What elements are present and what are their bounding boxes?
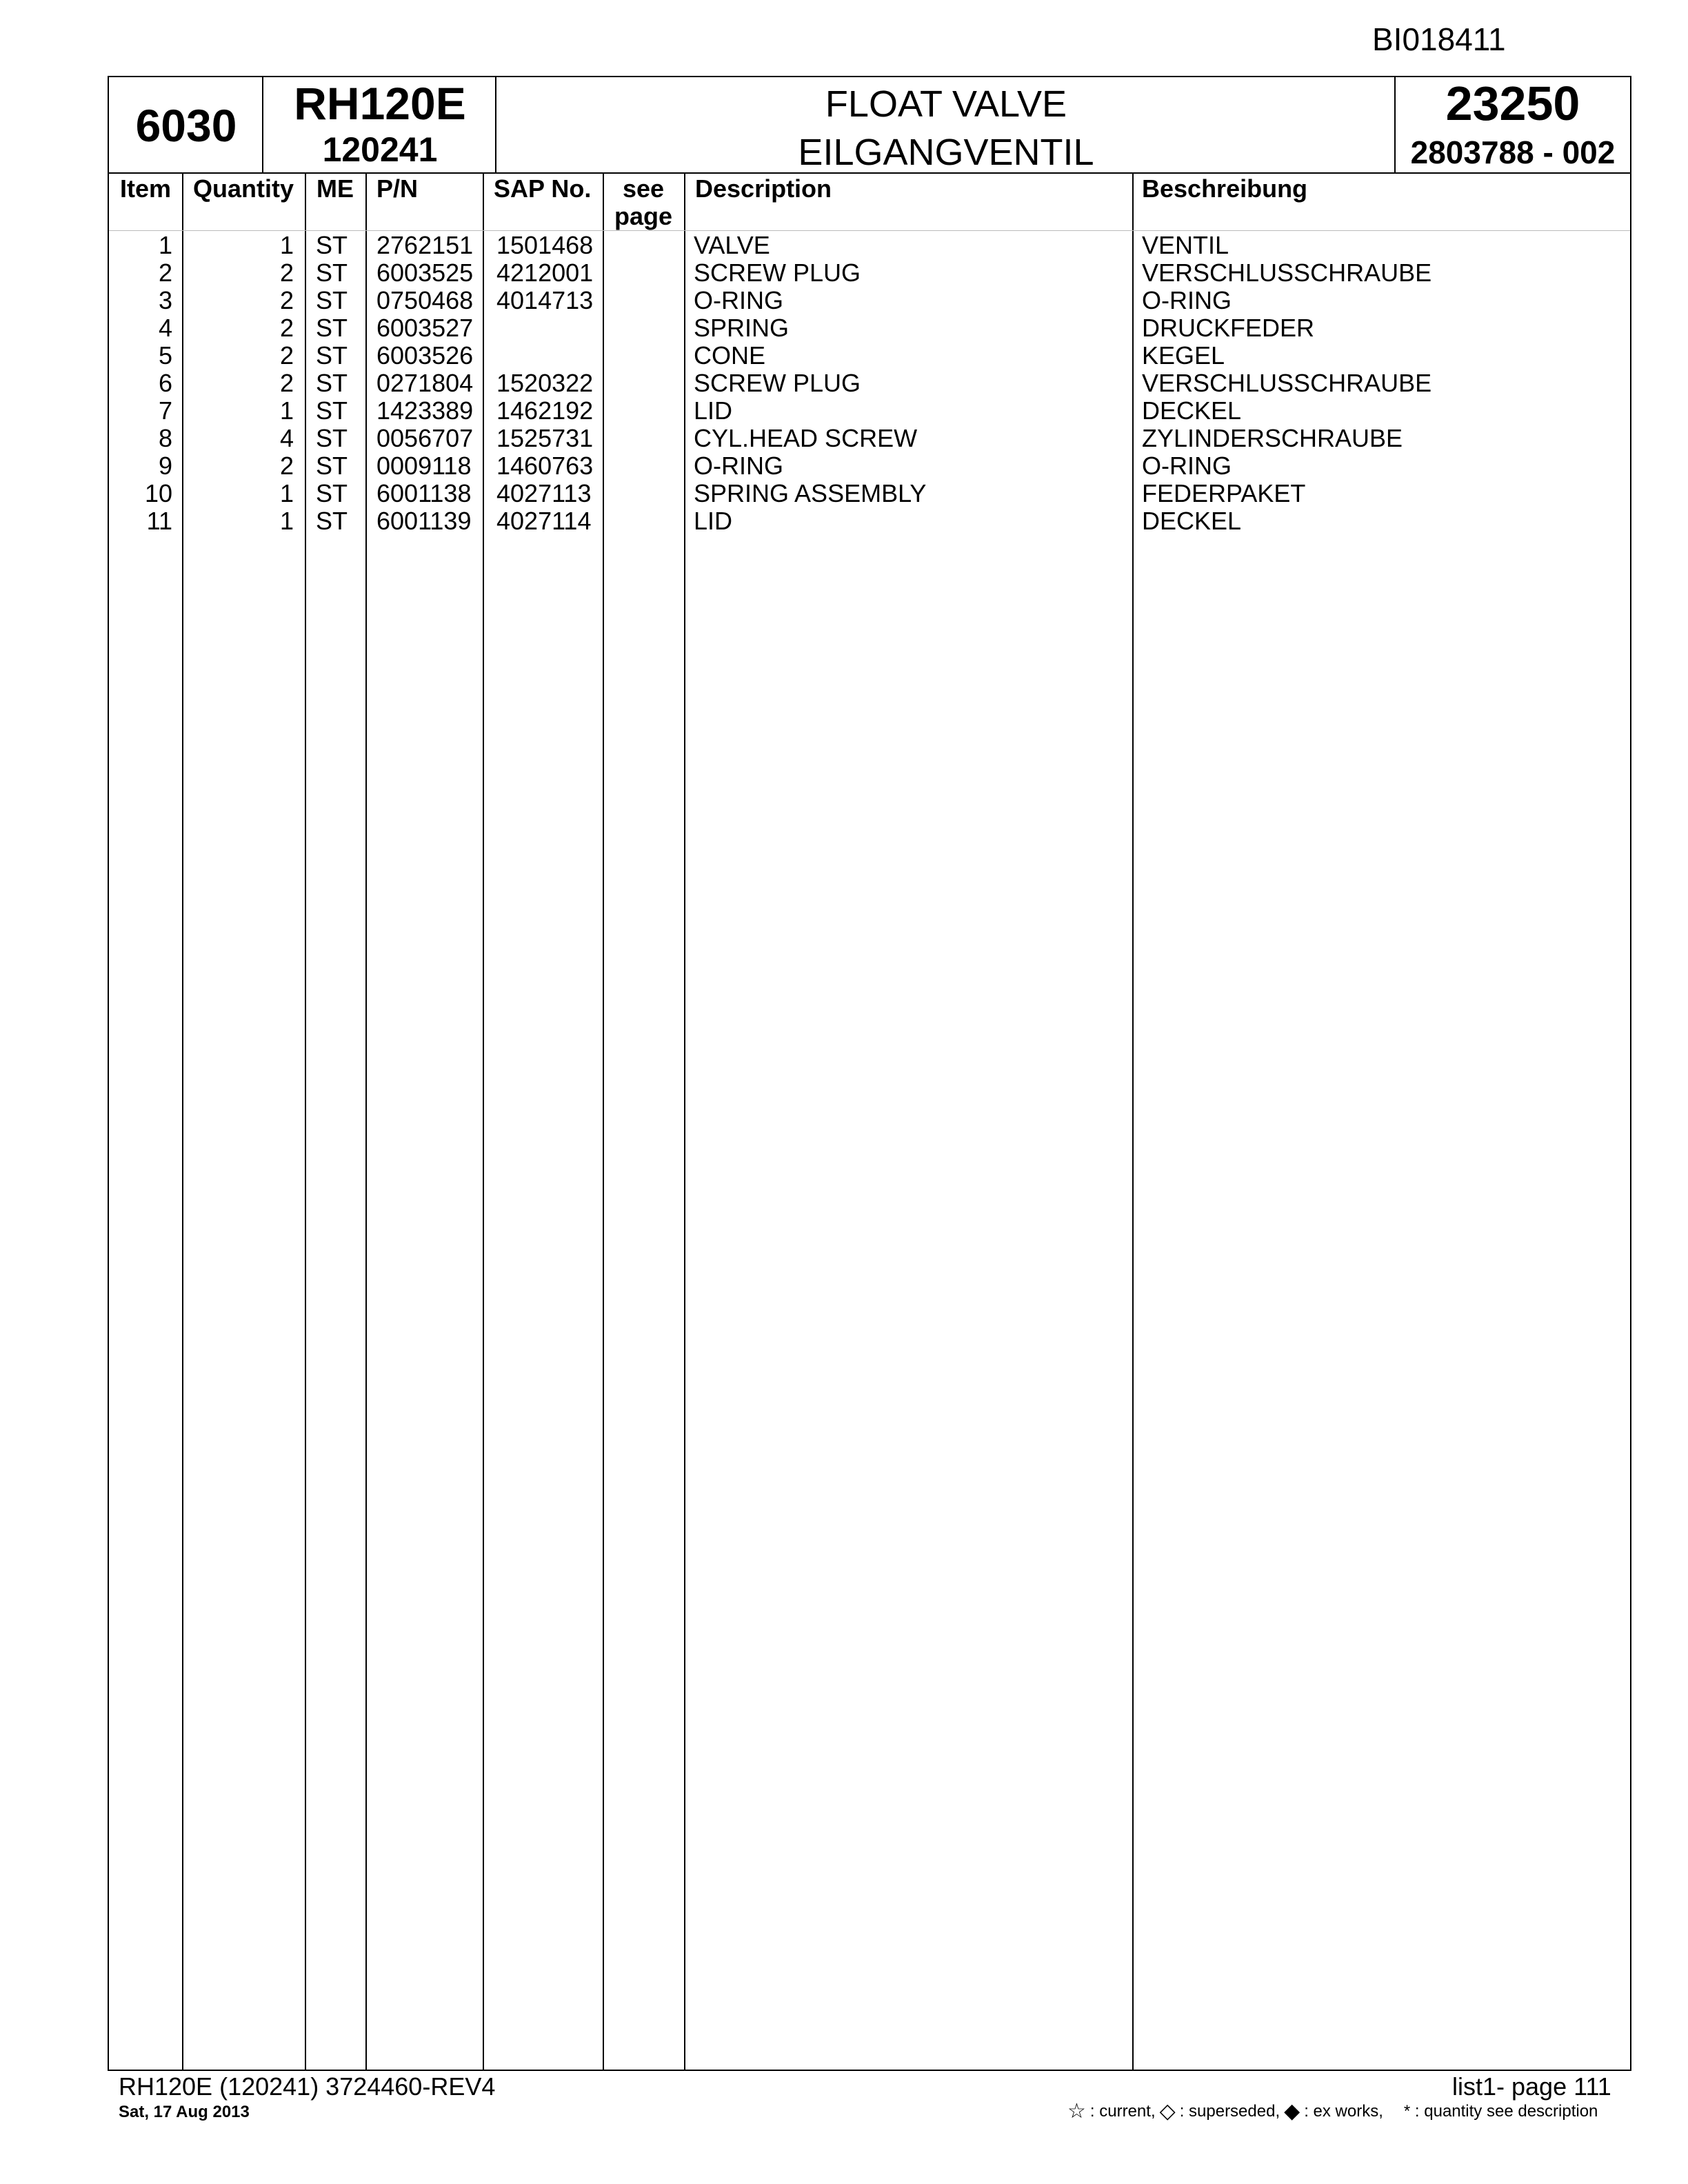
table-row	[109, 259, 1630, 287]
cell-pn: 6003526	[376, 341, 474, 370]
title-german: EILGANGVENTIL	[798, 132, 1094, 173]
cell-sap-no: 1520322	[496, 369, 594, 397]
footer-document-ref: RH120E (120241) 3724460-REV4	[119, 2072, 496, 2101]
legend-ex-works: : ex works,	[1304, 2102, 1383, 2121]
cell-quantity: 1	[279, 396, 294, 425]
cell-sap-no: 1460763	[496, 452, 594, 480]
cell-beschreibung: ZYLINDERSCHRAUBE	[1142, 424, 1403, 452]
column-header-description: Description	[695, 174, 832, 203]
legend-current: : current,	[1089, 2102, 1156, 2121]
cell-sap-no: 1462192	[496, 396, 594, 425]
cell-quantity: 2	[279, 314, 294, 342]
cell-me: ST	[316, 341, 348, 370]
cell-me: ST	[316, 507, 348, 535]
cell-quantity: 2	[279, 369, 294, 397]
table-row	[109, 480, 1630, 507]
cell-description: O-RING	[694, 452, 783, 480]
column-header-see-page	[603, 175, 684, 230]
model-name: RH120E	[294, 78, 466, 129]
cell-pn: 6001139	[376, 507, 472, 535]
group-number: 6030	[135, 100, 237, 151]
cell-pn: 6003527	[376, 314, 474, 342]
cell-item: 9	[158, 452, 172, 480]
cell-sap-no: 1501468	[496, 231, 594, 259]
cell-beschreibung: VENTIL	[1142, 231, 1229, 259]
cell-pn: 0056707	[376, 424, 474, 452]
column-header-sap: SAP No.	[494, 174, 592, 203]
diamond-filled-icon: ◆	[1284, 2100, 1300, 2123]
cell-item: 4	[158, 314, 172, 342]
cell-pn: 1423389	[376, 396, 474, 425]
cell-pn: 0271804	[376, 369, 474, 397]
illustration-reference: 2803788 - 002	[1410, 134, 1616, 170]
cell-description: CYL.HEAD SCREW	[694, 424, 918, 452]
cell-description: O-RING	[694, 286, 783, 314]
cell-me: ST	[316, 259, 348, 287]
cell-beschreibung: VERSCHLUSSCHRAUBE	[1142, 369, 1432, 397]
cell-quantity: 2	[279, 341, 294, 370]
cell-pn: 6001138	[376, 479, 472, 507]
cell-quantity: 1	[279, 507, 294, 535]
model-serial: 120241	[322, 130, 438, 169]
cell-beschreibung: VERSCHLUSSCHRAUBE	[1142, 259, 1432, 287]
column-header-item: Item	[119, 174, 172, 203]
legend-superseded: : superseded,	[1179, 2102, 1280, 2121]
cell-pn: 2762151	[376, 231, 474, 259]
cell-description: SPRING ASSEMBLY	[694, 479, 927, 507]
diamond-outline-icon: ◇	[1159, 2100, 1176, 2123]
cell-description: CONE	[694, 341, 766, 370]
cell-description: SCREW PLUG	[694, 259, 861, 287]
cell-description: VALVE	[694, 231, 770, 259]
table-row	[109, 425, 1630, 452]
cell-sap-no: 1525731	[496, 424, 594, 452]
table-row	[109, 314, 1630, 342]
see-page-line-2: page	[614, 202, 673, 230]
cell-beschreibung: FEDERPAKET	[1142, 479, 1306, 507]
table-row	[109, 507, 1630, 535]
cell-quantity: 1	[279, 231, 294, 259]
cell-beschreibung: KEGEL	[1142, 341, 1225, 370]
document-id: BI018411	[1372, 21, 1506, 57]
cell-item: 5	[158, 341, 172, 370]
cell-item: 1	[158, 231, 172, 259]
cell-description: SPRING	[694, 314, 790, 342]
star-outline-icon: ☆	[1067, 2100, 1086, 2123]
cell-me: ST	[316, 424, 348, 452]
illustration-number: 23250	[1445, 77, 1580, 130]
cell-item: 3	[158, 286, 172, 314]
table-row	[109, 342, 1630, 370]
cell-item: 10	[144, 479, 172, 507]
cell-me: ST	[316, 396, 348, 425]
cell-sap-no: 4014713	[496, 286, 594, 314]
cell-description: SCREW PLUG	[694, 369, 861, 397]
cell-me: ST	[316, 369, 348, 397]
cell-sap-no: 4027114	[496, 507, 592, 535]
cell-quantity: 2	[279, 286, 294, 314]
table-row	[109, 287, 1630, 314]
cell-me: ST	[316, 231, 348, 259]
cell-beschreibung: O-RING	[1142, 286, 1232, 314]
cell-description: LID	[694, 396, 733, 425]
footer-date: Sat, 17 Aug 2013	[119, 2103, 250, 2121]
title-english: FLOAT VALVE	[825, 83, 1067, 125]
table-row	[109, 232, 1630, 259]
column-header-beschreibung: Beschreibung	[1142, 174, 1308, 203]
cell-beschreibung: DECKEL	[1142, 507, 1242, 535]
column-header-pn: P/N	[376, 174, 419, 203]
cell-me: ST	[316, 452, 348, 480]
cell-item: 11	[146, 507, 172, 535]
column-header-quantity: Quantity	[192, 174, 294, 203]
parts-table-body	[109, 232, 1630, 535]
cell-quantity: 2	[279, 259, 294, 287]
table-row	[109, 452, 1630, 480]
cell-item: 2	[158, 259, 172, 287]
cell-me: ST	[316, 286, 348, 314]
footer-page-number: list1- page 111	[1452, 2072, 1611, 2101]
cell-beschreibung: DRUCKFEDER	[1142, 314, 1315, 342]
table-row	[109, 370, 1630, 397]
cell-beschreibung: DECKEL	[1142, 396, 1242, 425]
table-row	[109, 397, 1630, 425]
cell-sap-no: 4027113	[496, 479, 592, 507]
cell-beschreibung: O-RING	[1142, 452, 1232, 480]
cell-me: ST	[316, 314, 348, 342]
legend-quantity-note: * : quantity see description	[1403, 2102, 1598, 2121]
cell-item: 6	[158, 369, 172, 397]
column-header-me: ME	[316, 174, 354, 203]
cell-item: 7	[158, 396, 172, 425]
cell-pn: 0750468	[376, 286, 474, 314]
footer-legend	[1067, 2101, 1598, 2122]
cell-sap-no: 4212001	[496, 259, 594, 287]
cell-pn: 6003525	[376, 259, 474, 287]
cell-pn: 0009118	[376, 452, 472, 480]
cell-me: ST	[316, 479, 348, 507]
cell-description: LID	[694, 507, 733, 535]
see-page-line-1: see	[622, 174, 665, 203]
cell-item: 8	[158, 424, 172, 452]
cell-quantity: 2	[279, 452, 294, 480]
cell-quantity: 1	[279, 479, 294, 507]
cell-quantity: 4	[279, 424, 294, 452]
